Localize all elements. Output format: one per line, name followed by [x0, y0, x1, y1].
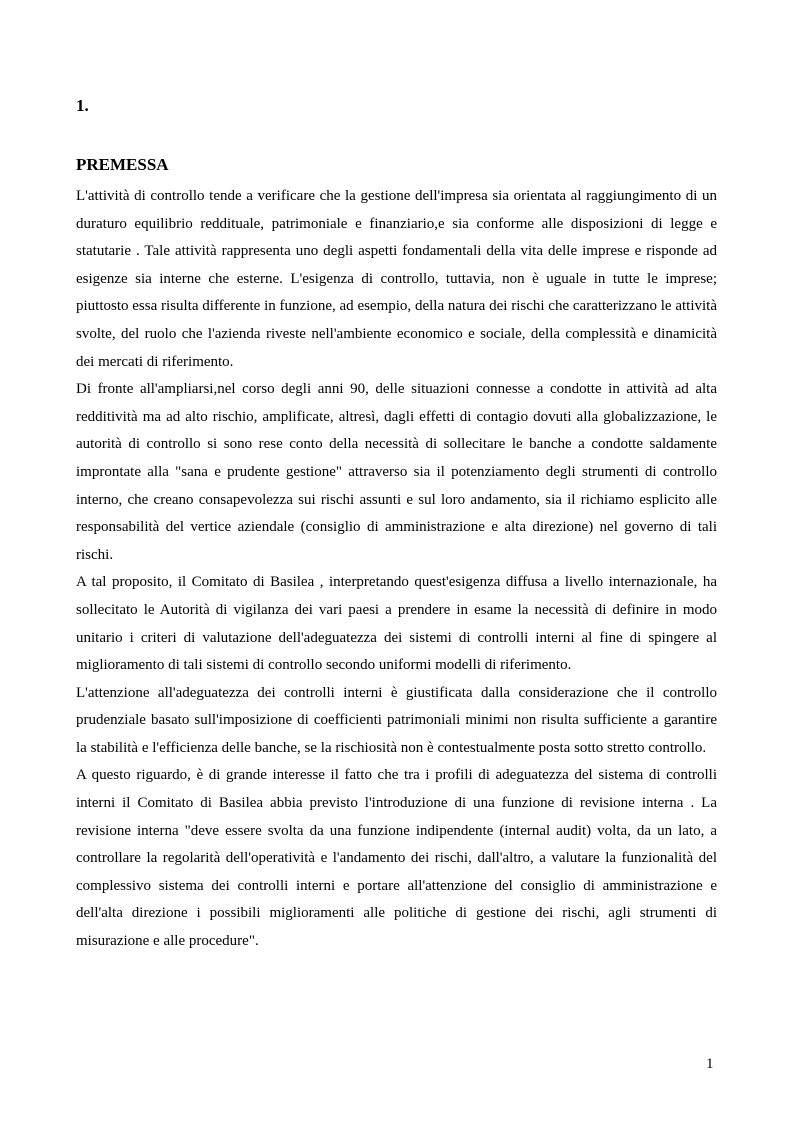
paragraph-4: L'attenzione all'adeguatezza dei controlli interni è giustificata dalla considerazione che il controllo prudenziale basato sull'imposizione di coefficienti patrimoniali minimi non risulta sufficiente a garantire la stabilità e l'efficienza delle banche, se la rischiosità non è contestualmente posta sotto stretto controllo.: [76, 684, 717, 756]
body-text: [76, 183, 717, 956]
paragraph-1: L'attività di controllo tende a verificare che la gestione dell'impresa sia orientata al raggiungimento di un duraturo equilibrio reddituale, patrimoniale e finanziario,e sia conforme alle disposizioni di legge e statutarie . Tale attività rappresenta uno degli aspetti fondamentali della vita delle imprese e risponde ad esigenze sia interne che esterne. L'esigenza di controllo, tuttavia, non è uguale in tutte le imprese; piuttosto essa risulta differente in funzione, ad esempio, della natura dei rischi che caratterizzano le attività svolte, del ruolo che l'azienda riveste nell'ambiente economico e sociale, della complessità e dinamicità dei mercati di riferimento.: [76, 188, 717, 370]
paragraph-5: A questo riguardo, è di grande interesse il fatto che tra i profili di adeguatezza del sistema di controlli interni il Comitato di Basilea abbia previsto l'introduzione di una funzione di revisione interna . La revisione interna "deve essere svolta da una funzione indipendente (internal audit) volta, da un lato, a controllare la regolarità dell'operatività e l'andamento dei rischi, dall'altro, a valutare la funzionalità del complessivo sistema dei controlli interni e portare all'attenzione del consiglio di amministrazione e dell'alta direzione i possibili miglioramenti alle politiche di gestione dei rischi, agli strumenti di misurazione e alle procedure".: [76, 767, 717, 950]
chapter-number: 1.: [76, 96, 89, 115]
page-number: 1: [706, 1056, 714, 1072]
paragraph-2: Di fronte all'ampliarsi,nel corso degli anni 90, delle situazioni connesse a condotte in attività ad alta redditività ma ad alto rischio, amplificate, altresì, dagli effetti di contagio dovuti alla globalizzazione, le autorità di controllo si sono rese conto della necessità di sollecitare le banche a condotte saldamente improntate alla "sana e prudente gestione" attraverso sia il potenziamento degli strumenti di controllo interno, che creano consapevolezza sui rischi assunti e sul loro andamento, sia il richiamo esplicito alle responsabilità del vertice aziendale (consiglio di amministrazione e alta direzione) nel governo di tali rischi.: [76, 381, 717, 563]
paragraph-3: A tal proposito, il Comitato di Basilea , interpretando quest'esigenza diffusa a livello internazionale, ha sollecitato le Autorità di vigilanza dei vari paesi a prendere in esame la necessità di definire in modo unitario i criteri di valutazione dell'adeguatezza dei sistemi di controlli interni al fine di spingere al miglioramento di tali sistemi di controllo secondo uniformi modelli di riferimento.: [76, 574, 717, 674]
section-title: PREMESSA: [76, 155, 169, 174]
